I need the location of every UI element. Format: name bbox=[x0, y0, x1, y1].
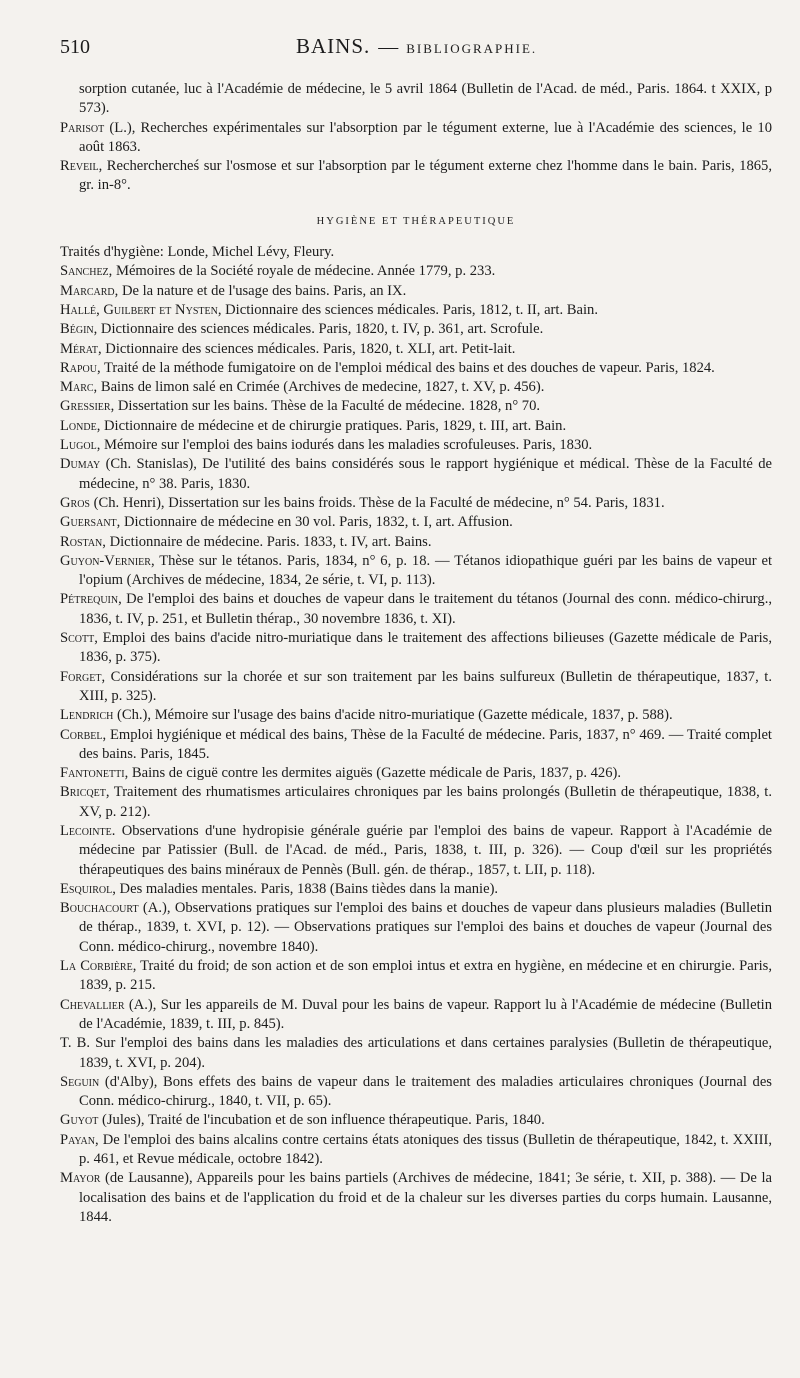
entry-text: , Traité de la méthode fumigatoire on de l'emploi médical des bains et des douches de vapeur. Paris, 1824. bbox=[96, 359, 715, 376]
entry-text: , Dictionnaire des sciences médicales. Paris, 1812, t. II, art. Bain. bbox=[217, 301, 598, 318]
entry-text: , Des maladies mentales. Paris, 1838 (Bains tièdes dans la manie). bbox=[112, 880, 499, 897]
entry-author: Londe bbox=[60, 417, 97, 434]
entry-text: sorption cutanée, luc à l'Académie de médecine, le 5 avril 1864 (Bulletin de l'Acad. de méd., Paris. 1864. t XXIX, p 573). bbox=[79, 81, 772, 117]
entry-author: Rostan bbox=[60, 533, 103, 550]
entry-text: (A.), Observations pratiques sur l'emploi des bains et douches de vapeur dans plusieurs maladies (Bulletin de thérap., 1839, t. XVI, p. 12). — Observations pratiques sur l'emploi des bains et douches de vapeur (Journal des Conn. médico-chirurg., novembre 1840). bbox=[79, 900, 772, 955]
entry-text: . Observations d'une hydropisie générale guérie par l'emploi des bains de vapeur. Rapport à l'Académie de médecine par Patissier (Bull. de l'Acad. de méd., Paris, 1838, t. III, p. 326). — Coup d'œil sur les propriétés thérapeutiques des bains minéraux de Pennès (Bull. gén. de thérap., 1857, t. LII, p. 118). bbox=[79, 822, 772, 878]
entry-text: , Thèse sur le tétanos. Paris, 1834, n° 6, p. 18. — Tétanos idiopathique guéri par les bains de vapeur et l'opium (Archives de médecine, 1834, 2e série, t. VI, p. 113). bbox=[79, 552, 772, 589]
entry-text: , Dictionnaire de médecine en 30 vol. Paris, 1832, t. I, art. Affusion. bbox=[116, 514, 513, 531]
entry-text: , Considérations sur la chorée et sur son traitement par les bains sulfureux (Bulletin de thérapeutique, 1837, t. XIII, p. 325). bbox=[79, 668, 772, 704]
bibliography-entry bbox=[60, 282, 772, 301]
entry-author: La Corbière bbox=[60, 958, 133, 975]
bibliography-entry bbox=[60, 378, 772, 397]
bibliography-entry bbox=[60, 822, 772, 880]
bibliography-entry bbox=[60, 262, 772, 281]
bibliography-entry bbox=[60, 880, 772, 899]
bibliography-top-list bbox=[60, 80, 772, 196]
bibliography-entry bbox=[60, 1131, 772, 1170]
entry-text: (de Lausanne), Appareils pour les bains partiels (Archives de médecine, 1841; 3e série, t. XII, p. 388). — De la localisation des bains et de l'application du froid et de la chaleur sur les diverses parties du corps humain. Lausanne, 1844. bbox=[79, 1170, 772, 1225]
entry-author: Guyot bbox=[60, 1112, 99, 1129]
entry-text: , Traitement des rhumatismes articulaires chroniques par les bains prolongés (Bulletin de thérapeutique, 1838, t. XV, p. 212). bbox=[79, 784, 772, 820]
bibliography-list bbox=[60, 243, 772, 1227]
entry-text: (A.), Sur les appareils de M. Duval pour les bains de vapeur. Rapport lu à l'Académie de médecine (Bulletin de l'Académie, 1839, t. III, p. 845). bbox=[79, 996, 772, 1032]
entry-author: Esquirol bbox=[60, 880, 113, 897]
bibliography bbox=[60, 80, 772, 1227]
bibliography-entry bbox=[60, 1073, 772, 1112]
entry-author: Sanchez bbox=[60, 263, 109, 280]
entry-author: Mayor bbox=[60, 1170, 101, 1187]
entry-text: (Ch.), Mémoire sur l'usage des bains d'acide nitro-muriatique (Gazette médicale, 1837, p. 588). bbox=[113, 707, 673, 724]
entry-text: , Emploi hygiénique et médical des bains, Thèse de la Faculté de médecine. Paris, 1837, n° 469. — Traité complet des bains. Paris, 1845. bbox=[79, 726, 772, 762]
bibliography-entry bbox=[60, 157, 772, 196]
bibliography-entry bbox=[60, 783, 772, 822]
running-subtitle: BIBLIOGRAPHIE. bbox=[406, 41, 538, 56]
bibliography-entry bbox=[60, 764, 772, 783]
bibliography-entry bbox=[60, 726, 772, 765]
entry-text: , Bains de limon salé en Crimée (Archives de medecine, 1827, t. XV, p. 456). bbox=[93, 379, 545, 396]
entry-text: , Traité du froid; de son action et de son emploi intus et extra en hygiène, en médecine et en chirurgie. Paris, 1839, p. 215. bbox=[79, 958, 773, 994]
entry-author: Parisot bbox=[60, 119, 105, 136]
entry-text: , Emploi des bains d'acide nitro-muriatique dans le traitement des affections bilieuses (Gazette médicale de Paris, 1836, p. 375). bbox=[79, 630, 772, 666]
entry-author: Bricqet bbox=[60, 784, 106, 801]
bibliography-entry bbox=[60, 957, 772, 996]
bibliography-entry bbox=[60, 320, 772, 339]
entry-text: , Dictionnaire des sciences médicales. Paris, 1820, t. XLI, art. Petit-lait. bbox=[97, 340, 516, 357]
bibliography-entry bbox=[60, 1034, 772, 1073]
entry-author: Dumay bbox=[60, 456, 101, 473]
entry-author: Bouchacourt bbox=[60, 900, 139, 917]
entry-author: Marc bbox=[60, 379, 94, 396]
section-heading: HYGIÈNE ET THÉRAPEUTIQUE bbox=[316, 215, 516, 227]
entry-author: Marcard bbox=[60, 282, 115, 299]
entry-text: , De la nature et de l'usage des bains. Paris, an IX. bbox=[114, 282, 407, 299]
entry-text: , Bains de ciguë contre les dermites aiguës (Gazette médicale de Paris, 1837, p. 426). bbox=[124, 765, 622, 782]
entry-author: Mérat bbox=[60, 340, 98, 357]
running-head bbox=[60, 34, 772, 70]
entry-author: Rapou bbox=[60, 359, 97, 376]
entry-text: , Mémoire sur l'emploi des bains iodurés dans les maladies scrofuleuses. Paris, 1830. bbox=[96, 437, 593, 454]
entry-author: Guersant bbox=[60, 514, 117, 531]
entry-author: Lendrich bbox=[60, 707, 114, 724]
entry-text: , Mémoires de la Société royale de médecine. Année 1779, p. 233. bbox=[108, 263, 496, 280]
entry-text: , Recherchercheś sur l'osmose et sur l'absorption par le tégument externe chez l'homme dans le bain. Paris, 1865, gr. in-8°. bbox=[79, 158, 772, 194]
entry-author: Payan bbox=[60, 1131, 95, 1148]
entry-text: , De l'emploi des bains alcalins contre certains états atoniques des tissus (Bulletin de thérapeutique, 1842, t. XXIII, p. 461, et Revue médicale, octobre 1842). bbox=[79, 1131, 772, 1168]
entry-author: Gros bbox=[60, 494, 90, 511]
bibliography-entry bbox=[60, 706, 772, 725]
entry-author: Pétrequin bbox=[60, 591, 119, 608]
page-number: 510 bbox=[60, 36, 90, 58]
bibliography-entry bbox=[60, 340, 772, 359]
bibliography-entry bbox=[60, 899, 772, 957]
bibliography-entry bbox=[60, 436, 772, 455]
entry-author: Bégin bbox=[60, 321, 94, 338]
bibliography-entry bbox=[60, 590, 772, 629]
bibliography-entry bbox=[60, 455, 772, 494]
bibliography-entry bbox=[60, 243, 772, 262]
bibliography-entry bbox=[60, 301, 772, 320]
entry-text: , Dictionnaire de médecine et de chirurgie pratiques. Paris, 1829, t. III, art. Bain. bbox=[96, 417, 567, 434]
bibliography-entry bbox=[60, 80, 772, 119]
entry-text: , Dissertation sur les bains. Thèse de la Faculté de médecine. 1828, n° 70. bbox=[110, 398, 541, 415]
entry-text: Traités d'hygiène: Londe, Michel Lévy, Fleury. bbox=[60, 244, 335, 261]
bibliography-entry bbox=[60, 119, 772, 158]
entry-author: Reveil bbox=[60, 158, 99, 175]
entry-text: , Dictionnaire des sciences médicales. Paris, 1820, t. IV, p. 361, art. Scrofule. bbox=[93, 321, 544, 338]
bibliography-entry bbox=[60, 629, 772, 668]
entry-author: Lugol bbox=[60, 437, 97, 454]
entry-author: Forget bbox=[60, 668, 102, 685]
entry-author: Hallé, Guilbert et Nysten bbox=[60, 301, 218, 318]
entry-text: (Jules), Traité de l'incubation et de son influence thérapeutique. Paris, 1840. bbox=[98, 1112, 545, 1129]
entry-text: (Ch. Stanislas), De l'utilité des bains considérés sous le rapport hygiénique et médical. Thèse de la Faculté de médecine, n° 38. Paris, 1830. bbox=[79, 456, 772, 492]
entry-text: (d'Alby), Bons effets des bains de vapeur dans le traitement des maladies articulaires chroniques (Journal des Conn. médico-chirurg., 1840, t. VII, p. 65). bbox=[79, 1073, 772, 1110]
entry-author: Corbel bbox=[60, 726, 103, 743]
entry-author: Chevallier bbox=[60, 996, 125, 1013]
title-separator: — bbox=[378, 36, 399, 58]
entry-text: (Ch. Henri), Dissertation sur les bains froids. Thèse de la Faculté de médecine, n° 54. Paris, 1831. bbox=[90, 494, 665, 511]
entry-text: (L.), Recherches expérimentales sur l'absorption par le tégument externe, lue à l'Académie des sciences, le 10 août 1863. bbox=[79, 119, 772, 155]
entry-author: Seguin bbox=[60, 1073, 100, 1090]
entry-text: , De l'emploi des bains et douches de vapeur dans le traitement du tétanos (Journal des conn. médico-chirurg., 1836, t. IV, p. 251, et Bulletin thérap., 30 novembre 1836, t. XI). bbox=[79, 591, 772, 627]
entry-text: T. B. Sur l'emploi des bains dans les maladies des articulations et dans certaines paralysies (Bulletin de thérapeutique, 1839, t. XVI, p. 204). bbox=[60, 1035, 772, 1071]
bibliography-entry bbox=[60, 494, 772, 513]
bibliography-entry bbox=[60, 417, 772, 436]
bibliography-entry bbox=[60, 513, 772, 532]
bibliography-entry bbox=[60, 359, 772, 378]
bibliography-entry bbox=[60, 533, 772, 552]
bibliography-entry bbox=[60, 1111, 772, 1130]
bibliography-entry bbox=[60, 552, 772, 591]
bibliography-entry bbox=[60, 996, 772, 1035]
entry-author: Scott bbox=[60, 630, 95, 647]
bibliography-entry bbox=[60, 397, 772, 416]
entry-author: Gressier bbox=[60, 398, 111, 415]
running-title: BAINS. bbox=[296, 34, 371, 58]
bibliography-entry bbox=[60, 668, 772, 707]
entry-text: , Dictionnaire de médecine. Paris. 1833, t. IV, art. Bains. bbox=[102, 533, 432, 550]
bibliography-entry bbox=[60, 1169, 772, 1227]
entry-author: Lecointe bbox=[60, 822, 112, 839]
entry-author: Guyon-Vernier bbox=[60, 552, 151, 569]
entry-author: Fantonetti bbox=[60, 765, 125, 782]
